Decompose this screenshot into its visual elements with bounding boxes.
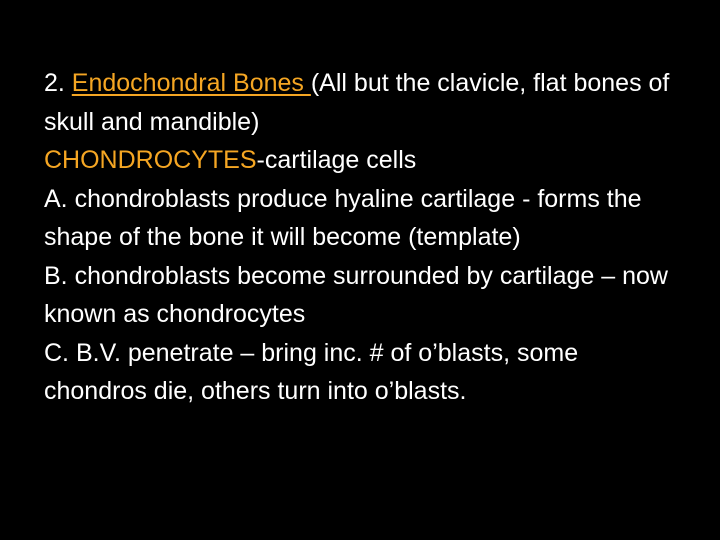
heading-rest: (All but the clavicle, flat bones of skull and mandible) bbox=[44, 69, 670, 136]
point-a: A. chondroblasts produce hyaline cartilage - forms the shape of the bone it will become (template) bbox=[44, 184, 642, 251]
heading-line bbox=[44, 64, 684, 141]
heading-number: 2. bbox=[44, 69, 72, 97]
point-b: B. chondroblasts become surrounded by cartilage – now known as chondrocytes bbox=[44, 261, 668, 328]
chondrocytes-term: CHONDROCYTES bbox=[44, 146, 257, 174]
slide-body bbox=[44, 64, 684, 411]
heading-term: Endochondral Bones bbox=[71, 69, 311, 97]
chondrocytes-line bbox=[44, 141, 684, 180]
chondrocytes-definition: -cartilage cells bbox=[256, 146, 417, 174]
point-c: C. B.V. penetrate – bring inc. # of o’blasts, some chondros die, others turn into o’blasts. bbox=[44, 338, 579, 405]
